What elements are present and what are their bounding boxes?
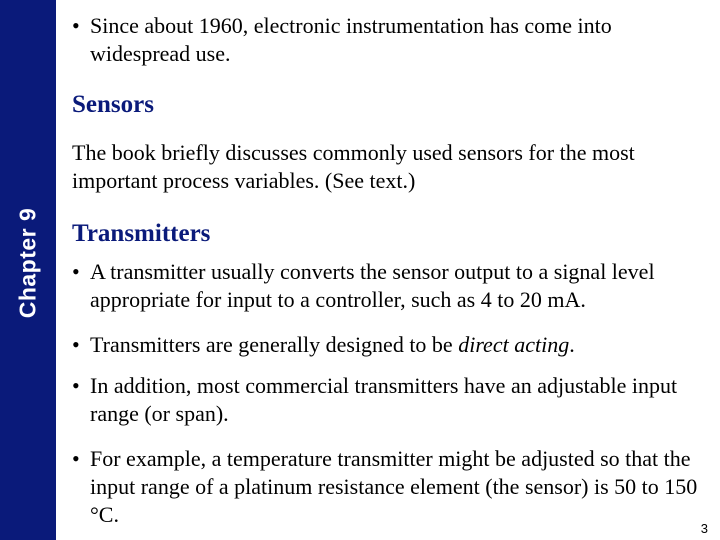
chapter-sidebar — [0, 0, 56, 540]
bullet-icon: • — [72, 373, 80, 398]
bullet-icon: • — [72, 446, 80, 471]
bullet-2-tail: . — [569, 332, 575, 357]
bullet-2-lead: Transmitters are generally designed to be — [90, 332, 459, 357]
direct-acting-emphasis: direct acting — [458, 332, 570, 357]
bullet-icon: • — [72, 259, 80, 284]
transmitter-bullet-4 — [72, 445, 716, 529]
bullet-icon: • — [72, 332, 80, 357]
transmitter-bullet-3 — [72, 372, 716, 428]
transmitter-bullet-2-text — [90, 331, 716, 359]
page-number: 3 — [700, 521, 708, 536]
intro-bullet — [72, 12, 716, 68]
sensors-paragraph: The book briefly discusses commonly used sensors for the most important process variables. (See text.) — [72, 140, 635, 193]
transmitter-bullet-2 — [72, 331, 716, 359]
transmitter-bullet-1-text: A transmitter usually converts the sensor output to a signal level appropriate for input to a controller, such as 4 to 20 mA. — [90, 259, 655, 312]
transmitter-bullet-1 — [72, 258, 716, 314]
transmitter-bullet-3-text: In addition, most commercial transmitters have an adjustable input range (or span). — [90, 373, 678, 426]
chapter-label: Chapter 9 — [14, 207, 41, 319]
intro-bullet-text: Since about 1960, electronic instrumentation has come into widespread use. — [90, 13, 612, 66]
sensors-heading: Sensors — [72, 91, 154, 118]
slide-content — [72, 0, 716, 540]
bullet-icon: • — [72, 13, 80, 38]
transmitter-bullet-4-text: For example, a temperature transmitter might be adjusted so that the input range of a platinum resistance element (the sensor) is 50 to 150 °C. — [90, 446, 698, 527]
transmitters-heading: Transmitters — [72, 220, 211, 247]
